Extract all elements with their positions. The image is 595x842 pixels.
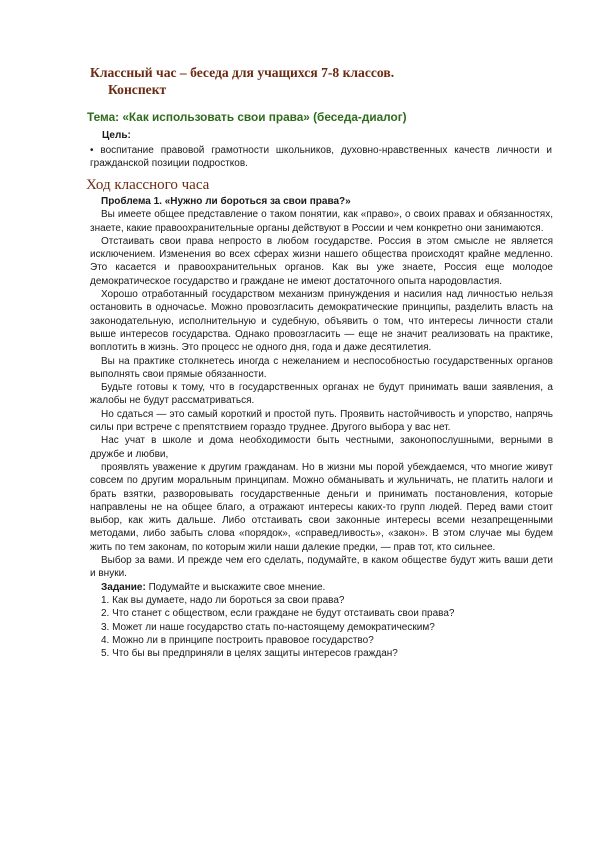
list-item: 3. Может ли наше государство стать по-настоящему демократическим? — [101, 621, 435, 633]
title-line-2: Конспект — [108, 82, 167, 97]
list-item: 5. Что бы вы предприняли в целях защиты интересов граждан? — [101, 648, 398, 660]
paragraph: Будьте готовы к тому, что в государственных органах не будут принимать ваши заявления, а жалобы не будут рассматриваться. — [90, 382, 553, 407]
task-line — [90, 581, 553, 594]
problem-heading: Проблема 1. «Нужно ли бороться за свои права?» — [101, 196, 351, 207]
section-heading: Ход классного часа — [86, 177, 210, 193]
paragraph: Но сдаться — это самый короткий и простой путь. Проявить настойчивость и упорство, напрячь силы при встрече с препятствием гораздо труднее. Другого выбора у вас нет. — [90, 408, 553, 434]
paragraph: Отстаивать свои права непросто в любом государстве. Россия в этом смысле не является исключением. Изменения во всех сферах жизни нашего общества происходят крайне медленно. Это касается и правоохранительных органов. Как вы уже знаете, Россия еще молодое демократическое государство и граждане не имеют достаточного опыта народовластия. — [90, 235, 553, 287]
paragraph: Хорошо отработанный государством механизм принуждения и насилия над личностью нельзя остановить в одночасье. Можно провозгласить демократические принципы, разделить власть на законодательную, исполнительную и судебную, объявить о том, что интересы личности стали выше интересов государства. Однако провозгласить — еще не значит реализовать на практике, воплотить в жизнь. Это процесс не одного дня, года и даже десятилетия. — [90, 289, 553, 354]
goal-heading: Цель: — [102, 130, 131, 141]
list-item: 2. Что станет с обществом, если граждане не будут отстаивать свои права? — [101, 608, 455, 620]
topic-heading: Тема: «Как использовать свои права» (беседа-диалог) — [87, 110, 407, 124]
paragraph: проявлять уважение к другим гражданам. Но в жизни мы порой убеждаемся, что многие живут совсем по другим моральным принципам. Можно обманывать и жульничать, не платить налоги и брать взятки, разворовывать государственные деньги и принимать постановления, которые направлены не на общее благо, а отражают интересы каких-то групп людей. Перед вами стоит выбор, как жить дальше. Либо отстаивать свои законные интересы всеми незапрещенными методами, либо забыть слова «порядок», «справедливость», «закон». В этом случае мы будем жить по тем законам, по которым жили наши далекие предки, — прав тот, кто сильнее. — [90, 461, 553, 553]
paragraph: Нас учат в школе и дома необходимости быть честными, законопослушными, верными в дружбе и любви, — [90, 435, 553, 460]
document-body — [90, 195, 553, 660]
paragraph: Выбор за вами. И прежде чем его сделать, подумайте, в каком обществе будут жить ваши дети и внуки. — [90, 555, 553, 580]
title-line-1: Классный час – беседа для учащихся 7-8 классов. — [90, 65, 395, 80]
paragraph: Вы имеете общее представление о таком понятии, как «право», о своих правах и обязанностях, знаете, какие правоохранительные органы действуют в России и чем конкретно они занимаются. — [90, 209, 553, 234]
list-item: 4. Можно ли в принципе построить правовое государство? — [101, 634, 374, 646]
goal-text: • воспитание правовой грамотности школьников, духовно-нравственных качеств личности и гражданской позиции подростков. — [90, 145, 552, 169]
list-item: 1. Как вы думаете, надо ли бороться за свои права? — [101, 594, 345, 606]
document-title — [90, 64, 560, 98]
question-list — [90, 594, 553, 660]
task-text: Подумайте и выскажите свое мнение. — [145, 581, 326, 593]
paragraph: Вы на практике столкнетесь иногда с нежеланием и неспособностью государственных органов выполнять свои прямые обязанности. — [90, 355, 553, 380]
task-label: Задание: — [101, 581, 146, 593]
